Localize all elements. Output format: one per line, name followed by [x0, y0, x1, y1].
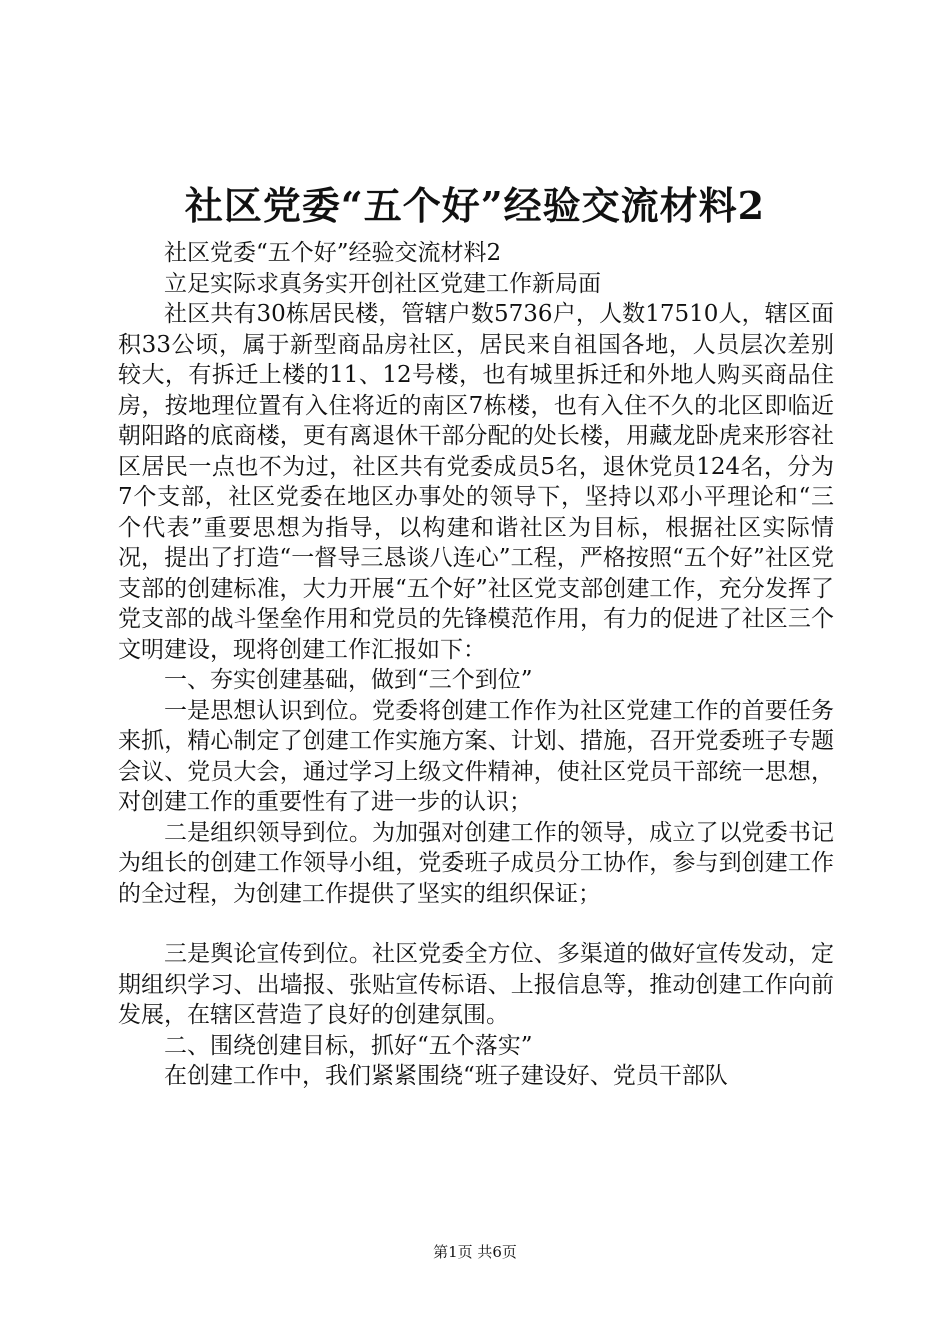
page-footer: 第1页 共6页: [433, 1243, 517, 1261]
theme-paragraph: 立足实际求真务实开创社区党建工作新局面: [164, 270, 601, 297]
section-heading-2: 二、围绕创建目标，抓好“五个落实”: [164, 1032, 533, 1059]
body-paragraph: 在创建工作中，我们紧紧围绕“班子建设好、党员干部队: [164, 1063, 728, 1089]
document-body: [118, 238, 834, 1092]
section-heading-1: 一、夯实创建基础，做到“三个到位”: [164, 667, 533, 693]
body-paragraph: 三是舆论宣传到位。社区党委全方位、多渠道的做好宣传发动，定期组织学习、出墙报、张贴宣传标语、上报信息等，推动创建工作向前发展，在辖区营造了良好的创建氛围。: [118, 941, 834, 1028]
body-paragraph: 一是思想认识到位。党委将创建工作作为社区党建工作的首要任务来抓，精心制定了创建工作实施方案、计划、措施，召开党委班子专题会议、党员大会，通过学习上级文件精神，使社区党员干部统一思想，对创建工作的重要性有了进一步的认识；: [118, 697, 834, 815]
body-paragraph: 二是组织领导到位。为加强对创建工作的领导，成立了以党委书记为组长的创建工作领导小组，党委班子成员分工协作，参与到创建工作的全过程，为创建工作提供了坚实的组织保证；: [118, 819, 834, 907]
intro-paragraph: 社区共有30栋居民楼，管辖户数5736户，人数17510人，辖区面积33公顷，属于新型商品房社区，居民来自祖国各地，人员层次差别较大，有拆迁上楼的11、12号楼，也有城里拆迁和外地人购买商品住房，按地理位置有入住将近的南区7栋楼，也有入住不久的北区即临近朝阳路的底商楼，更有离退休干部分配的处长楼，用藏龙卧虎来形容社区居民一点也不为过，社区共有党委成员5名，退休党员124名，分为7个支部，社区党委在地区办事处的领导下，坚持以邓小平理论和“三个代表”重要思想为指导，以构建和谐社区为目标，根据社区实际情况，提出了打造“一督导三恳谈八连心”工程，严格按照“五个好”社区党支部的创建标准，大力开展“五个好”社区党支部创建工作，充分发挥了党支部的战斗堡垒作用和党员的先锋模范作用，有力的促进了社区三个文明建设，现将创建工作汇报如下：: [118, 301, 834, 663]
subtitle-paragraph: 社区党委“五个好”经验交流材料2: [164, 240, 502, 266]
document-title: 社区党委“五个好”经验交流材料2: [184, 183, 766, 228]
